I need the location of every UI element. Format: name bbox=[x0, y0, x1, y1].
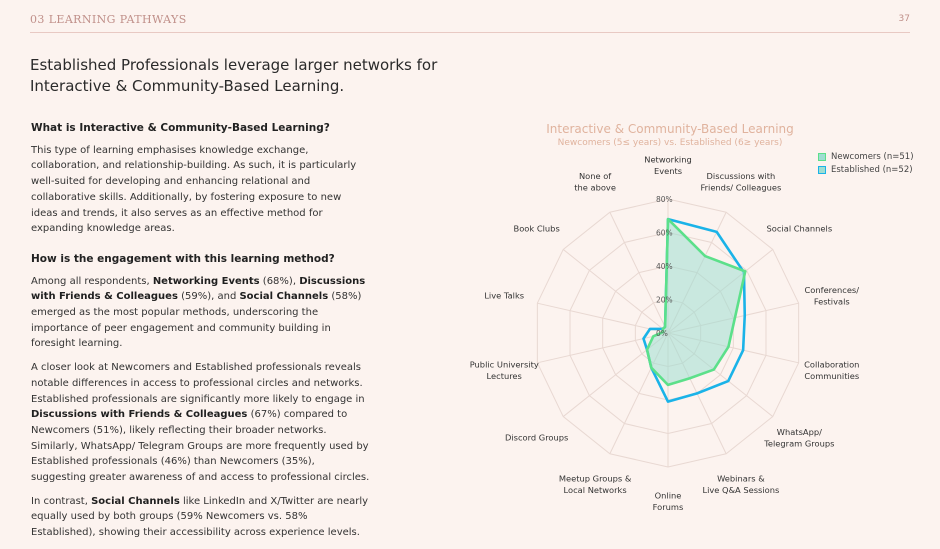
paragraph-comparison: A closer look at Newcomers and Established professionals reveals notable differences in access to professional circles and networks. Established professionals are significantly more likely to engage in Discussions with Friends & Colleagues (67%) compared to Newcomers (51%), likely reflecting their broader networks. Similarly, WhatsApp/ Telegram Groups are more frequently used by Established professionals (46%) than Newcomers (35%), suggesting greater awareness of and access to professional circles. bbox=[31, 362, 370, 484]
legend-label-established: Established (n=52) bbox=[831, 164, 913, 175]
legend-label-newcomers: Newcomers (n=51) bbox=[831, 151, 914, 162]
chart-title: Interactive & Community-Based Learning bbox=[546, 122, 794, 136]
tick-label: 40% bbox=[656, 262, 673, 271]
axis-label: Live Q&A Sessions bbox=[702, 485, 780, 496]
axis-label: Festivals bbox=[813, 296, 850, 307]
axis-label: Collaboration bbox=[804, 359, 860, 370]
axis-label: Social Channels bbox=[766, 223, 833, 234]
axis-label: Live Talks bbox=[484, 290, 525, 301]
section-title: 03 LEARNING PATHWAYS bbox=[30, 13, 187, 26]
tick-label: 20% bbox=[656, 295, 673, 305]
axis-label: Discord Groups bbox=[504, 432, 569, 443]
axis-label: Friends/ Colleagues bbox=[700, 182, 782, 193]
axis-label: Events bbox=[653, 165, 683, 176]
tick-label: 0% bbox=[656, 329, 668, 338]
axis-label: Book Clubs bbox=[513, 223, 560, 234]
axis-label: Conferences/ bbox=[804, 284, 860, 295]
question-engagement: How is the engagement with this learning method? bbox=[31, 252, 335, 265]
page-headline: Established Professionals leverage larger networks for Interactive & Community-Based Learning. bbox=[30, 56, 438, 95]
tick-label: 60% bbox=[656, 228, 673, 238]
axis-label: Webinars & bbox=[717, 473, 765, 484]
axis-label: Meetup Groups & bbox=[558, 473, 632, 484]
chart-subtitle: Newcomers (5≤ years) vs. Established (6≥ years) bbox=[557, 138, 783, 148]
paragraph-contrast: In contrast, Social Channels like LinkedIn and X/Twitter are nearly equally used by both groups (59% Newcomers vs. 58% Established), showing their accessibility across experience levels. bbox=[31, 495, 369, 539]
axis-label: None of bbox=[578, 170, 612, 181]
axis-label: Discussions with bbox=[706, 170, 776, 181]
paragraph-engagement: Among all respondents, Networking Events (68%), Discussions with Friends & Colleagues (59%), and Social Channels (58%) emerged as the most popular methods, underscoring the importance of peer engagement and community building in foresight learning. bbox=[31, 275, 366, 350]
page-number: 37 bbox=[898, 14, 910, 24]
axis-label: Telegram Groups bbox=[764, 438, 835, 449]
axis-label: Networking bbox=[644, 154, 692, 165]
question-what: What is Interactive & Community-Based Learning? bbox=[31, 122, 330, 134]
axis-label: Forums bbox=[652, 501, 684, 512]
axis-label: Public University bbox=[469, 359, 539, 370]
axis-label: the above bbox=[574, 182, 616, 193]
axis-label: Lectures bbox=[486, 371, 522, 382]
axis-label: Online bbox=[654, 490, 682, 501]
tick-label: 80% bbox=[656, 195, 673, 204]
axis-label: Communities bbox=[804, 371, 860, 382]
axis-label: WhatsApp/ bbox=[776, 426, 822, 437]
paragraph-definition: This type of learning emphasises knowledge exchange, collaboration, and relationship-building. As such, it is particularly well-suited for developing and enhancing relational and collaborative skills. Additionally, by fostering exposure to new ideas and trends, it also serves as an effective method for expanding knowledge areas. bbox=[31, 144, 357, 235]
axis-label: Local Networks bbox=[563, 485, 627, 496]
